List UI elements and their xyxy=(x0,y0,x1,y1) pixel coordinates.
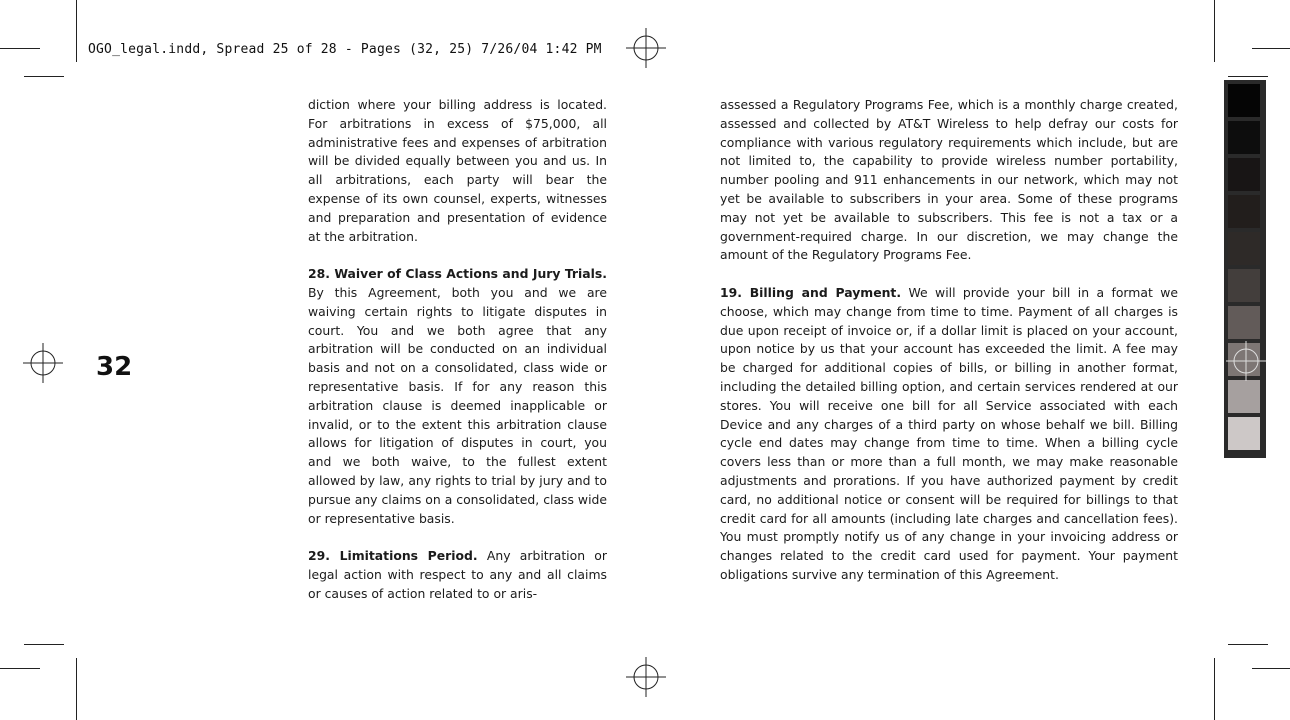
crop-mark xyxy=(1214,658,1215,720)
section-28-body: By this Agreement, both you and we are waiving certain rights to litigate disputes in court. You and we both agree that any arbitration will be conducted on an individual basis and not on a consolidated, class wide or representative basis. If for any reason this arbitration clause is deemed inapplicable or invalid, or to the extent this arbitration clause allows for litigation of disputes in court, you and we both waive, to the fullest extent allowed by law, any rights to trial by jury and to pursue any claims on a consolidated, class wide or representative basis. xyxy=(308,284,607,526)
color-swatch xyxy=(1228,380,1260,413)
color-swatch xyxy=(1228,232,1260,265)
crop-mark xyxy=(24,644,64,645)
color-swatch xyxy=(1228,269,1260,302)
registration-mark-top xyxy=(626,28,666,68)
section-29-body: Any arbitration or legal action with respect to any and all claims or causes of action related to or aris- xyxy=(308,548,607,601)
right-column xyxy=(720,96,1178,604)
crop-mark xyxy=(76,0,77,62)
left-column xyxy=(308,96,607,622)
file-slug: OGO_legal.indd, Spread 25 of 28 - Pages (32, 25) 7/26/04 1:42 PM xyxy=(88,42,602,57)
section-29-heading: 29. Limitations Period. xyxy=(308,548,478,564)
registration-mark-right xyxy=(1226,341,1266,381)
crop-mark xyxy=(1228,76,1268,77)
crop-mark xyxy=(1252,668,1290,669)
section-29 xyxy=(308,547,607,603)
paragraph-arbitration-fees xyxy=(308,96,607,246)
section-28 xyxy=(308,265,607,528)
crop-mark xyxy=(76,658,77,720)
paragraph-regulatory-fee xyxy=(720,96,1178,265)
section-19-body: We will provide your bill in a format we choose, which may change from time to time. Payment of all charges is due upon receipt of invoice or, if a dollar limit is placed on your account, upon notice by us that your account has exceeded the limit. A fee may be charged for additional copies of bills, or billing in another format, including the detailed billing option, and certain services rendered at our stores. You will receive one bill for all Service associated with each Device and any charges of a third party on whose behalf we bill. Billing cycle end dates may change from time to time. When a billing cycle covers less than or more than a full month, we may make reasonable adjustments and prorations. If you have authorized payment by credit card, no additional notice or consent will be required for billings to that credit card for all amounts (including late charges and cancellation fees). You must promptly notify us of any change in your invoicing address or changes related to the credit card used for payment. Your payment obligations survive any termination of this Agreement. xyxy=(720,284,1178,582)
crop-mark xyxy=(24,76,64,77)
crop-mark xyxy=(0,48,40,49)
color-swatch xyxy=(1228,195,1260,228)
paragraph-text: assessed a Regulatory Programs Fee, which is a monthly charge created, assessed and collected by AT&T Wireless to help defray our costs for compliance with various regulatory requirements which include, but are not limited to, the capability to provide wireless number portability, number pooling and 911 enhancements in our network, which may not yet be available to subscribers in your area. Some of these programs may not yet be available to subscribers. This fee is not a tax or a government-required charge. In our discretion, we may change the amount of the Regulatory Programs Fee. xyxy=(720,97,1178,263)
paragraph-text: diction where your billing address is located. For arbitrations in excess of $75,000, all administrative fees and expenses of arbitration will be divided equally between you and us. In all arbitrations, each party will bear the expense of its own counsel, experts, witnesses and preparation and presentation of evidence at the arbitration. xyxy=(308,97,607,244)
color-swatch xyxy=(1228,84,1260,117)
crop-mark xyxy=(0,668,40,669)
section-28-heading: 28. Waiver of Class Actions and Jury Trials. xyxy=(308,266,607,282)
color-bar xyxy=(1224,80,1266,458)
color-swatch xyxy=(1228,417,1260,450)
crop-mark xyxy=(1228,644,1268,645)
registration-mark-left xyxy=(23,343,63,383)
page-number: 32 xyxy=(96,352,133,382)
color-swatch xyxy=(1228,158,1260,191)
section-19-heading: 19. Billing and Payment. xyxy=(720,284,902,300)
crop-mark xyxy=(1214,0,1215,62)
color-swatch xyxy=(1228,306,1260,339)
registration-mark-bottom xyxy=(626,657,666,697)
section-19 xyxy=(720,284,1178,585)
color-swatch xyxy=(1228,121,1260,154)
crop-mark xyxy=(1252,48,1290,49)
